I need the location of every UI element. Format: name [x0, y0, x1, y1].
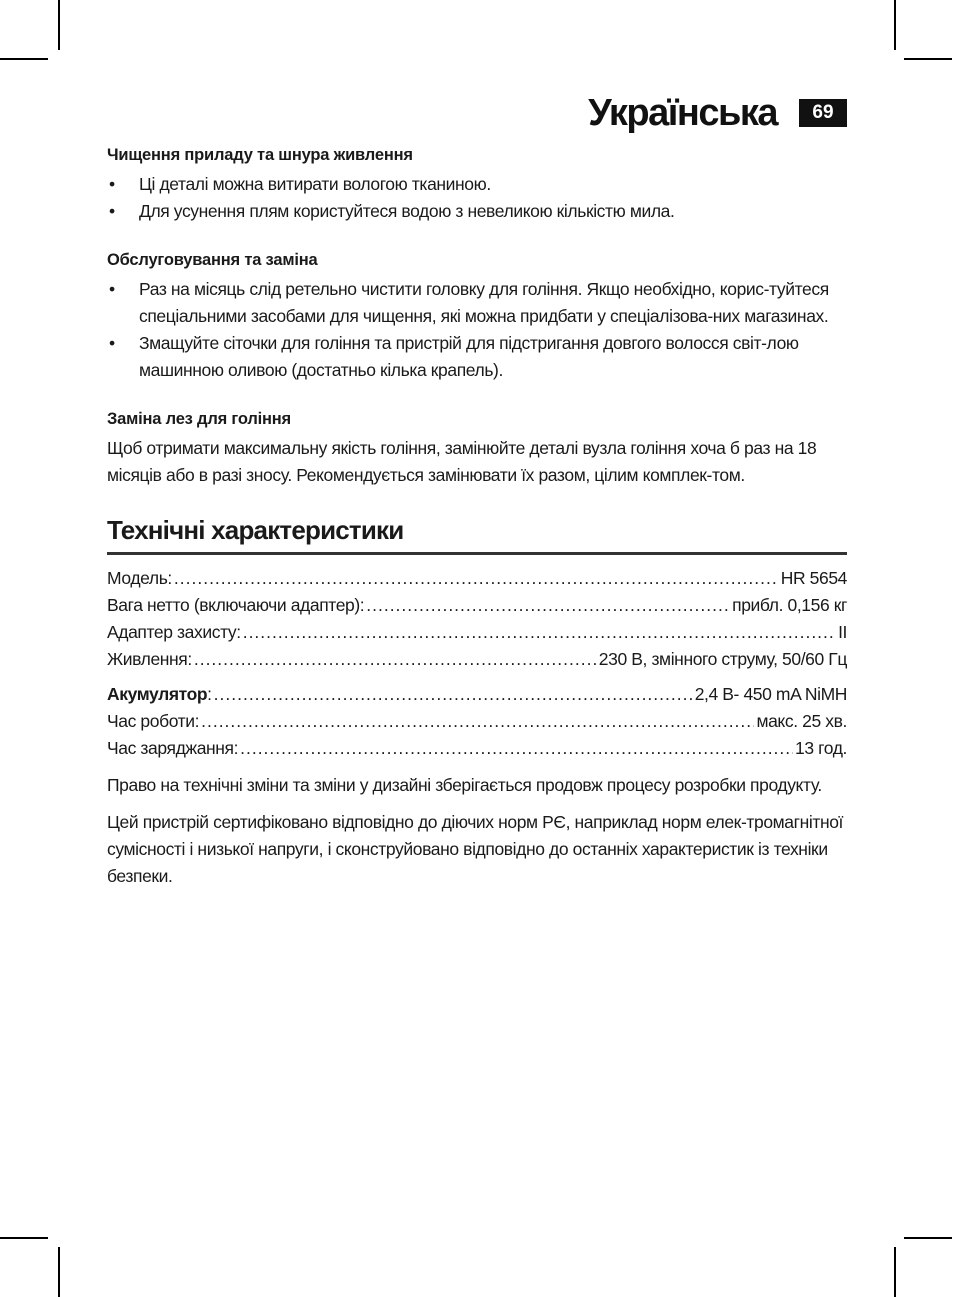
spec-label: Живлення: [107, 649, 192, 669]
maintenance-heading: Обслуговування та заміна [107, 251, 318, 269]
spec-row [107, 646, 847, 673]
spec-label: Час заряджання: [107, 738, 239, 758]
spec-value: макс. 25 хв. [756, 711, 847, 731]
crop-mark [904, 1237, 952, 1239]
list-item: • Змащуйте сіточки для гоління та пристрій для підстригання довгого волосся світ-лою машинною оливою (достатньо кілька крапель). [107, 330, 847, 384]
language-title: Українська [588, 92, 777, 134]
spec-row-battery [107, 681, 847, 708]
battery-colon: : [207, 684, 212, 704]
spec-row [107, 592, 847, 619]
spec-value: II [838, 622, 847, 642]
battery-value: 2,4 В- 450 mA NiMH [694, 684, 847, 704]
cleaning-section [107, 146, 847, 225]
note-paragraph: Право на технічні зміни та зміни у дизайні зберігається продовж процесу розробки продукту. [107, 775, 822, 795]
crop-mark [58, 1247, 60, 1297]
list-item: • Ці деталі можна витирати вологою тканиною. [107, 171, 847, 198]
maintenance-section [107, 251, 847, 384]
dot-leader [240, 735, 793, 762]
dot-leader [194, 646, 597, 673]
cleaning-heading: Чищення приладу та шнура живлення [107, 146, 413, 164]
specs-heading: Технічні характеристики [107, 515, 847, 555]
spec-row [107, 735, 847, 762]
maintenance-list [107, 276, 847, 384]
spec-label: Модель: [107, 568, 172, 588]
spec-value: прибл. 0,156 кг [732, 595, 847, 615]
battery-label-wrap [107, 681, 212, 708]
spec-row [107, 619, 847, 646]
specs-table [107, 565, 847, 762]
dot-leader [201, 708, 754, 735]
crop-mark [58, 0, 60, 50]
blades-text: Щоб отримати максимальну якість гоління, замінюйте деталі вузла гоління хоча б раз на 18 місяців або в разі зносу. Рекомендується замінювати їх разом, цілим комплек-том. [107, 438, 817, 485]
spec-label: Адаптер захисту: [107, 622, 241, 642]
spec-value: 230 В, змінного струму, 50/60 Гц [598, 649, 847, 669]
list-item: • Раз на місяць слід ретельно чистити головку для гоління. Якщо необхідно, корис-туйтеся спеціальними засобами для чищення, які можна придбати у спеціалізова-них магазинах. [107, 276, 847, 330]
page-number-badge: 69 [799, 99, 847, 127]
battery-label: Акумулятор [107, 684, 208, 704]
dot-leader [366, 592, 730, 619]
spec-value: 13 год. [795, 738, 847, 758]
crop-mark [0, 58, 48, 60]
note-paragraph: Цей пристрій сертифіковано відповідно до діючих норм РЄ, наприклад норм елек-тромагнітної сумісності і низької напруги, і сконструйовано відповідно до останніх характеристик із техніки безпеки. [107, 812, 844, 886]
page-content [107, 146, 847, 890]
blades-heading: Заміна лез для гоління [107, 410, 291, 428]
crop-mark [904, 58, 952, 60]
dot-leader [243, 619, 836, 646]
blades-section [107, 410, 847, 489]
crop-mark [894, 0, 896, 50]
dot-leader [174, 565, 779, 592]
list-item: • Для усунення плям користуйтеся водою з невеликою кількістю мила. [107, 198, 847, 225]
spec-label: Вага нетто (включаючи адаптер): [107, 595, 365, 615]
spec-row [107, 708, 847, 735]
dot-leader [214, 681, 693, 708]
spec-value: HR 5654 [780, 568, 847, 588]
crop-mark [894, 1247, 896, 1297]
spec-label: Час роботи: [107, 711, 200, 731]
crop-mark [0, 1237, 48, 1239]
spec-row [107, 565, 847, 592]
page-header [588, 94, 847, 132]
cleaning-list [107, 171, 847, 225]
